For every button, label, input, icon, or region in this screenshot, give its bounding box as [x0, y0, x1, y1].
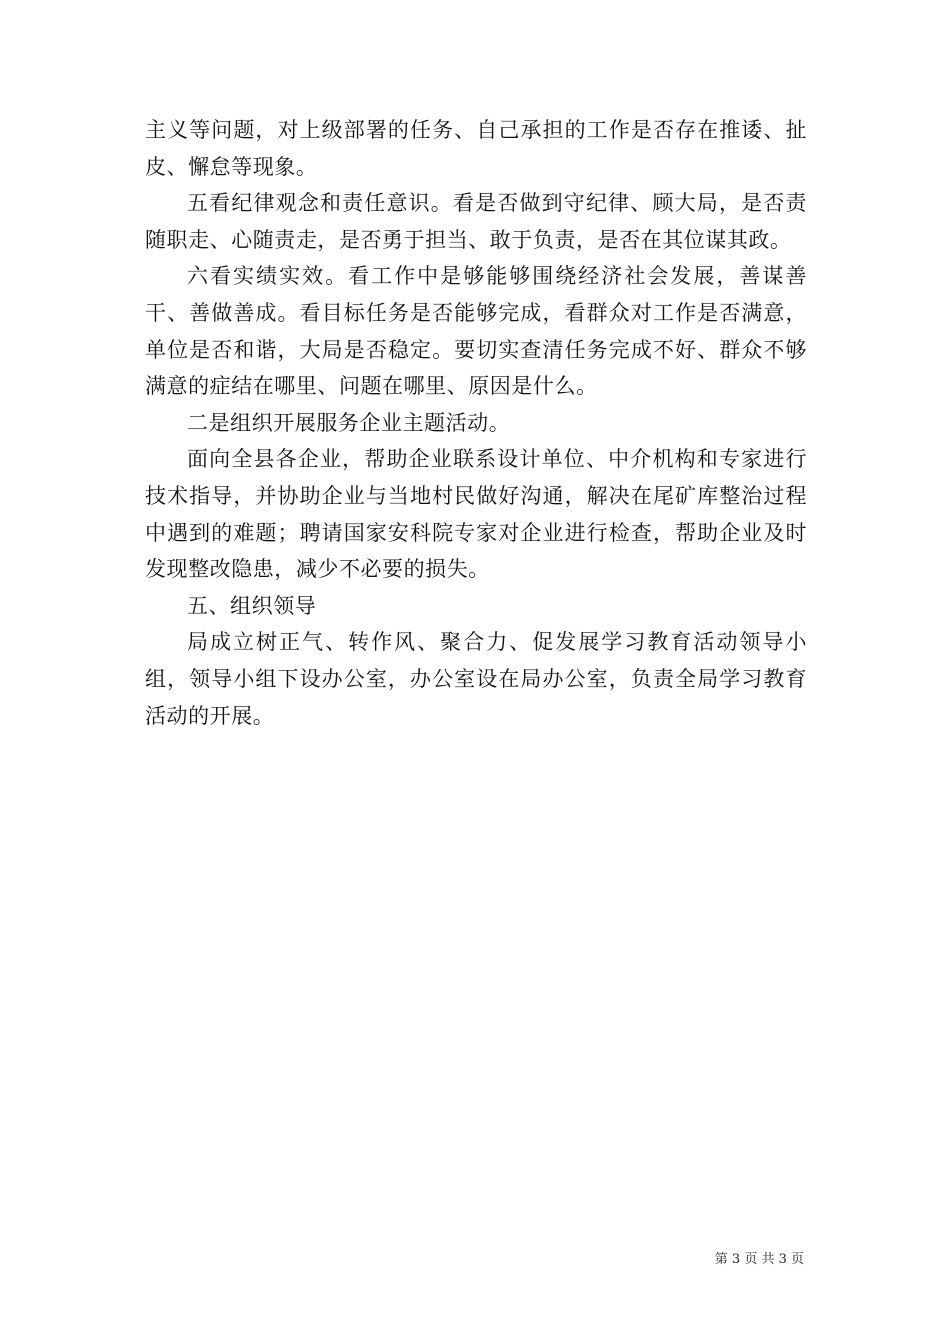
- page-number: 第 3 页 共 3 页: [714, 1252, 804, 1267]
- paragraph-5: 面向全县各企业，帮助企业联系设计单位、中介机构和专家进行技术指导，并协助企业与当地村民做好沟通，解决在尾矿库整治过程中遇到的难题；聘请国家安科院专家对企业进行检查，帮助企业及时发现整改隐患，减少不必要的损失。: [145, 447, 807, 582]
- paragraph-4: 二是组织开展服务企业主题活动。: [187, 410, 511, 435]
- paragraph-1: 主义等问题，对上级部署的任务、自己承担的工作是否存在推诿、扯皮、懈怠等现象。: [145, 118, 807, 179]
- document-body: [145, 112, 807, 734]
- paragraph-3: 六看实绩实效。看工作中是够能够围绕经济社会发展，善谋善干、善做善成。看目标任务是否能够完成，看群众对工作是否满意，单位是否和谐，大局是否稳定。要切实查清任务完成不好、群众不够满意的症结在哪里、问题在哪里、原因是什么。: [145, 264, 807, 399]
- paragraph-6: 局成立树正气、转作风、聚合力、促发展学习教育活动领导小组，领导小组下设办公室，办公室设在局办公室，负责全局学习教育活动的开展。: [145, 630, 807, 728]
- paragraph-2: 五看纪律观念和责任意识。看是否做到守纪律、顾大局，是否责随职走、心随责走，是否勇于担当、敢于负责，是否在其位谋其政。: [145, 191, 807, 252]
- section-heading: 五、组织领导: [187, 593, 317, 618]
